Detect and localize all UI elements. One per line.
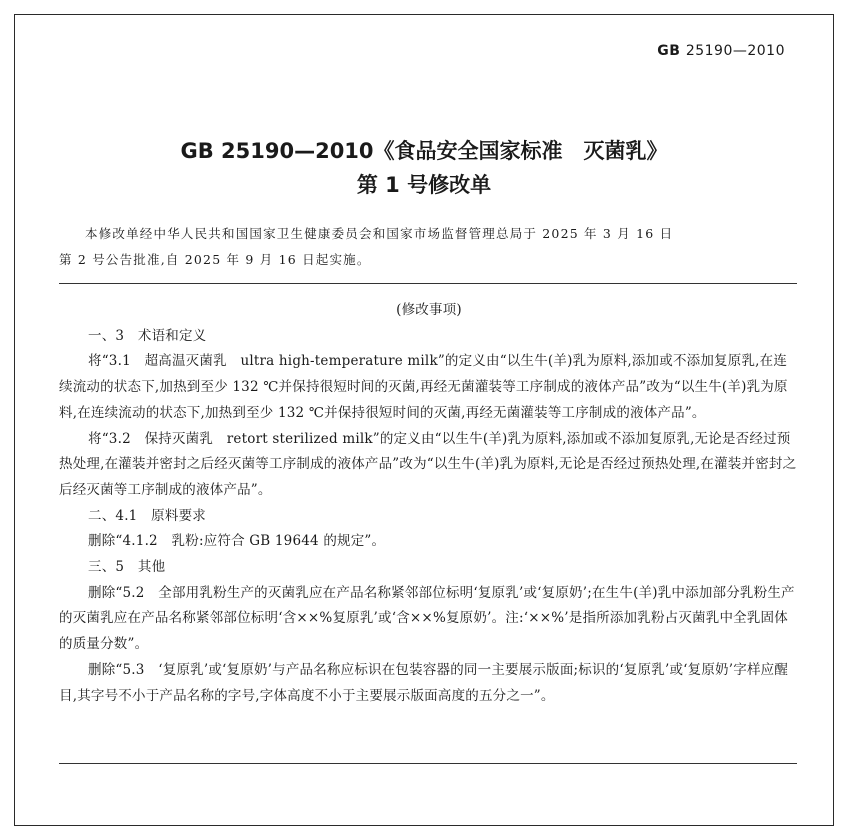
section-3-heading: 三、5 其他 [88,559,166,576]
section-title: (修改事项) [396,302,462,318]
intro-line-1: 本修改单经中华人民共和国国家卫生健康委员会和国家市场监督管理总局于 2025 年 3 月 16 日 [85,226,674,241]
section-1-paragraph-1: 将“3.1 超高温灭菌乳 ultra high-temperature milk”的定义由“以生牛(羊)乳为原料,添加或不添加复原乳,在连续流动的状态下,加热到至少 132 ℃并保持很短时间的灭菌,再经无菌灌装等工序制成的液体产品”改为“以生牛(羊)乳为原料,在连续流动的状态下,加热到至少 132 ℃并保持很短时间的灭菌,再经无菌灌装等工序制成的液体产品”。 [59,353,788,421]
standard-code-prefix: GB [657,43,681,59]
document-title: GB 25190—2010《食品安全国家标准 灭菌乳》 [180,139,668,163]
top-divider [59,283,797,284]
section-1-heading: 一、3 术语和定义 [88,327,207,344]
standard-code-number: 25190—2010 [685,43,785,59]
intro-paragraph [59,221,793,273]
bottom-divider [59,763,797,764]
amendment-body [59,298,799,709]
section-1-paragraph-2: 将“3.2 保持灭菌乳 retort sterilized milk”的定义由“以生牛(羊)乳为原料,添加或不添加复原乳,无论是否经过预热处理,在灌装并密封之后经灭菌等工序制成的液体产品”改为“以生牛(羊)乳为原料,无论是否经过预热处理,在灌装并密封之后经灭菌等工序制成的液体产品”。 [59,430,797,498]
section-3-paragraph-2: 删除“5.3 ‘复原乳’或‘复原奶’与产品名称应标识在包装容器的同一主要展示版面;标识的‘复原乳’或‘复原奶’字样应醒目,其字号不小于产品名称的字号,字体高度不小于主要展示版面高度的五分之一”。 [59,661,789,704]
section-3-paragraph-1: 删除“5.2 全部用乳粉生产的灭菌乳应在产品名称紧邻部位标明‘复原乳’或‘复原奶’;在生牛(羊)乳中添加部分乳粉生产的灭菌乳应在产品名称紧邻部位标明‘含××%复原乳’或‘含××%复原奶’。注:‘××%’是指所添加乳粉占灭菌乳中全乳固体的质量分数”。 [59,584,795,653]
document-page [14,14,834,826]
intro-line-2: 第 2 号公告批准,自 2025 年 9 月 16 日起实施。 [59,252,371,267]
document-subtitle: 第 1 号修改单 [356,173,492,197]
standard-code [657,43,785,59]
section-2-heading: 二、4.1 原料要求 [88,507,206,524]
section-2-paragraph-1: 删除“4.1.2 乳粉:应符合 GB 19644 的规定”。 [88,533,386,550]
